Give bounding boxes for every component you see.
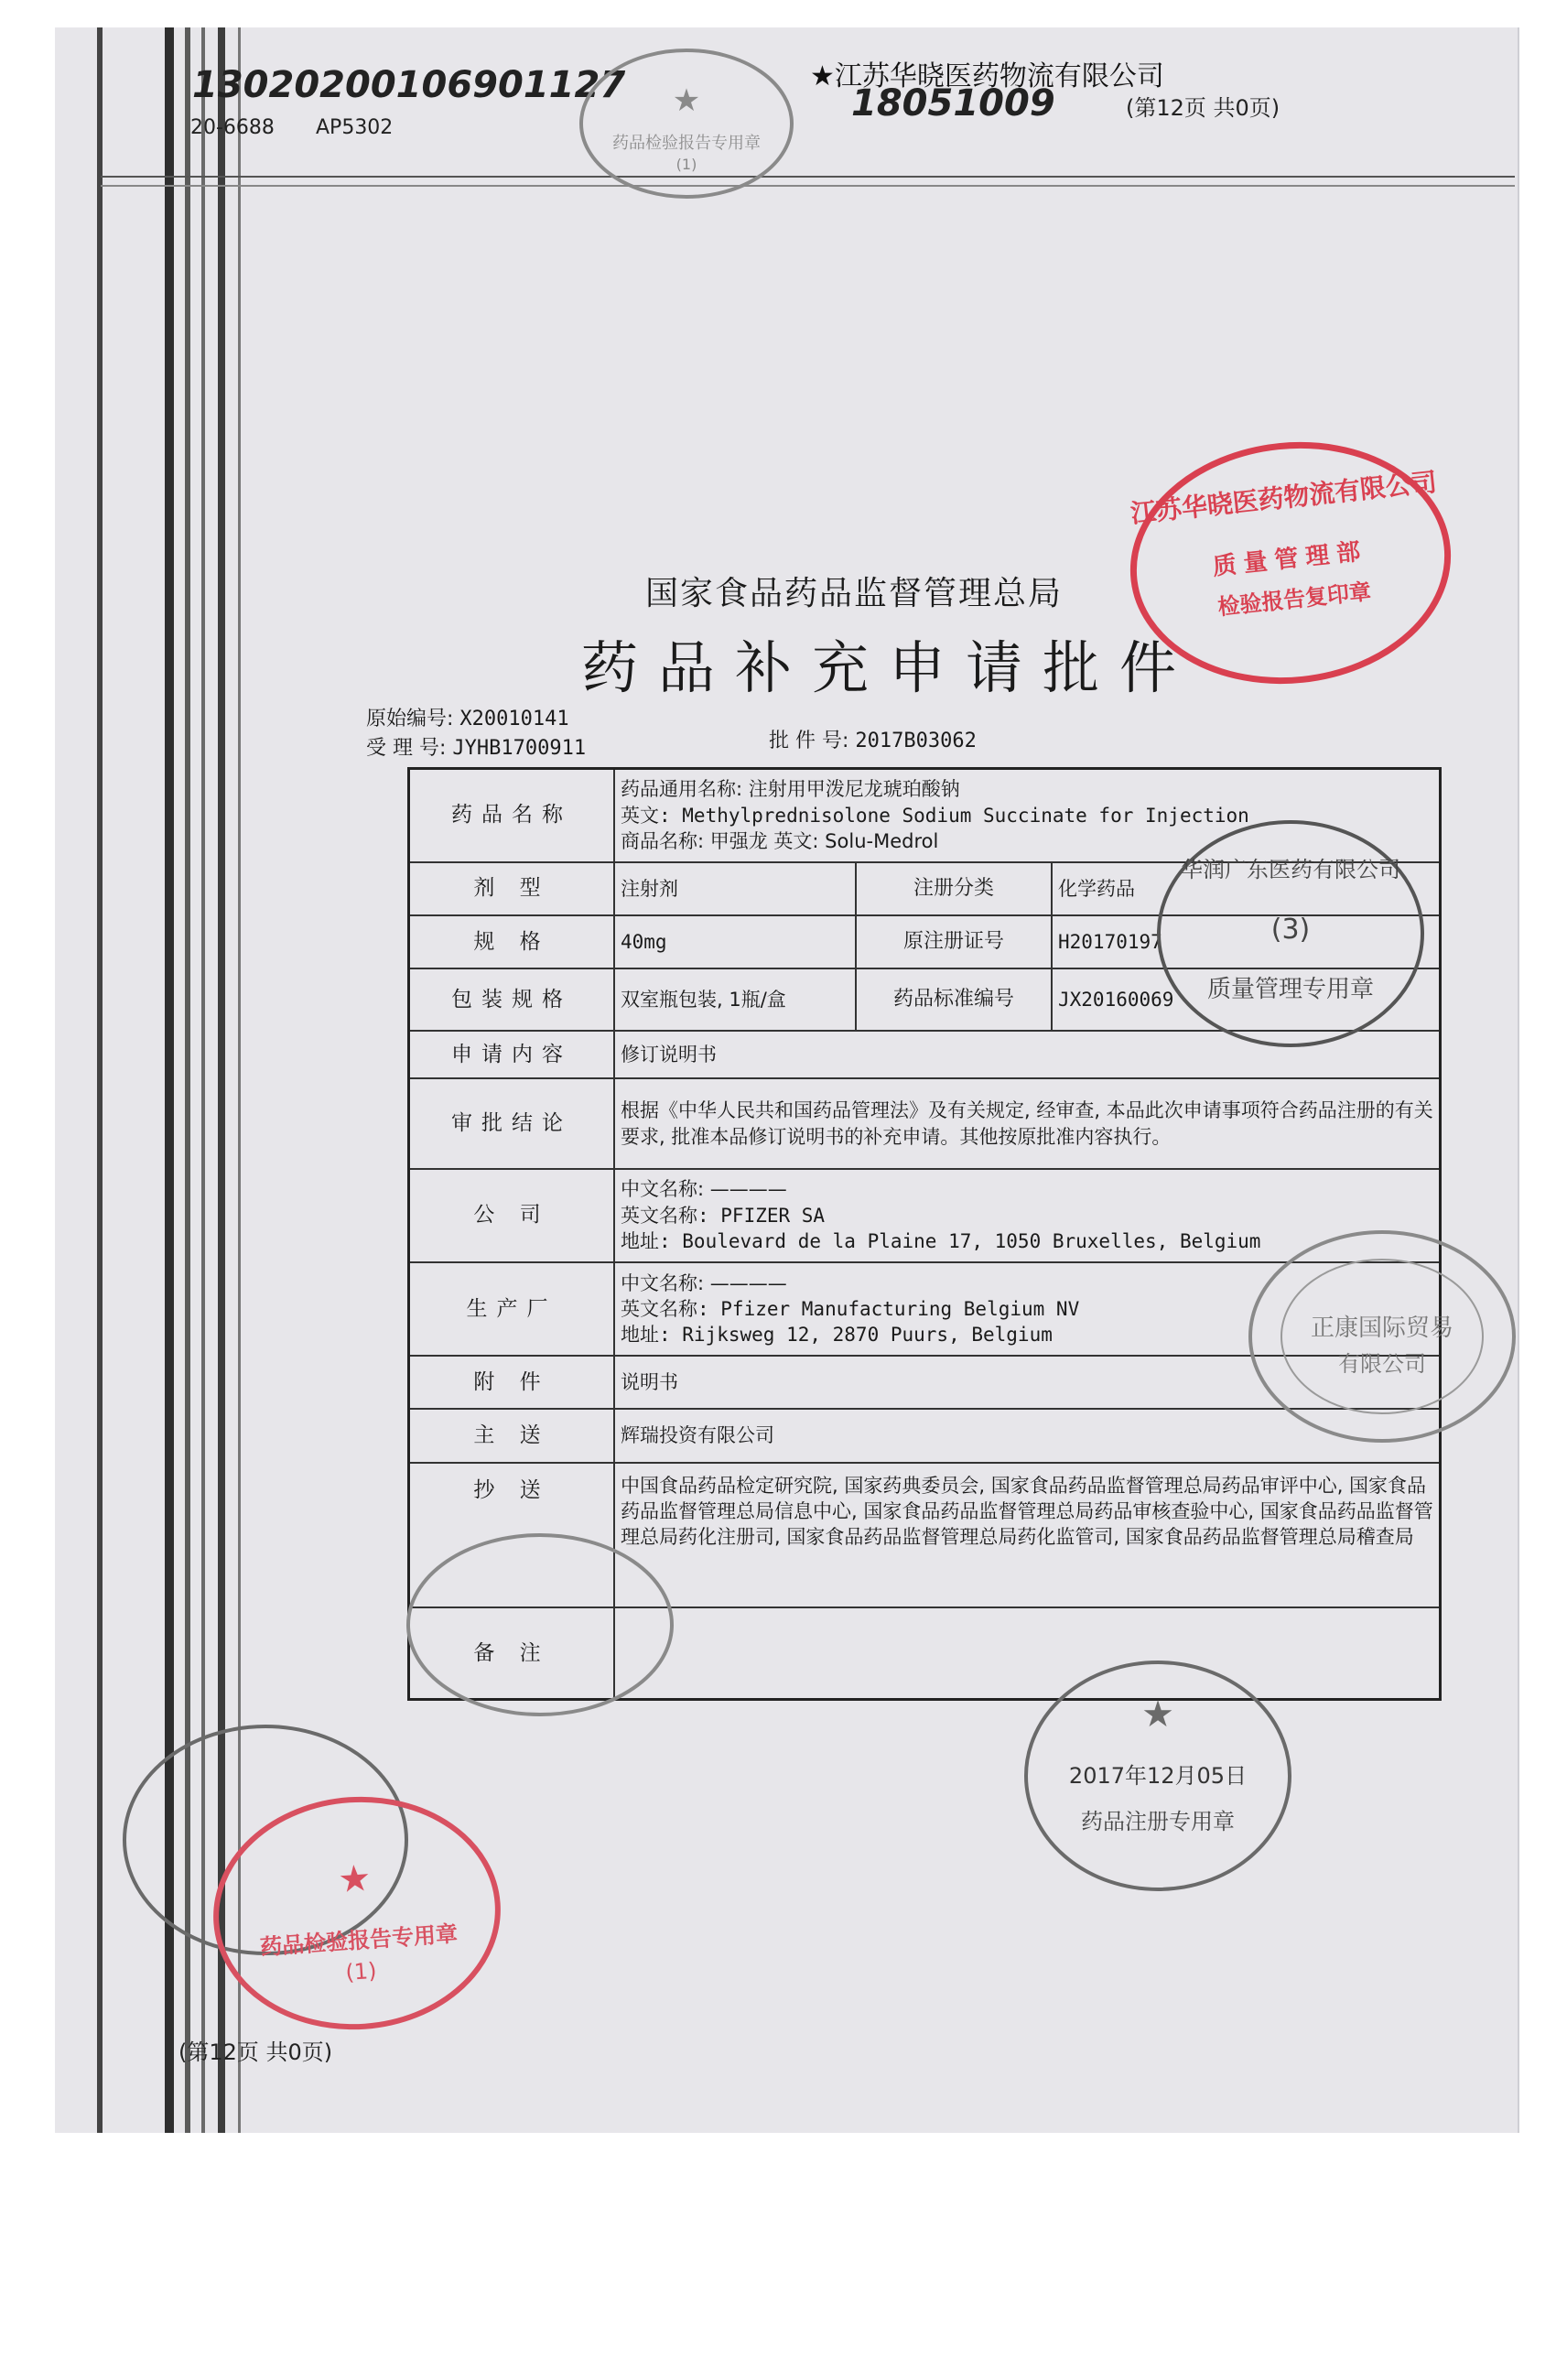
cell-value: 中国食品药品检定研究院, 国家药典委员会, 国家食品药品监督管理总局药品审评中心, 国家食品药品监督管理总局信息中心, 国家食品药品监督管理总局药品审核查验中心, 国家食品药品监督管理总局药化注册司, 国家食品药品监督管理总局药化监管司, 国家食品药品监督管理总局稽查局 [614,1463,1441,1607]
scanned-page [55,27,1519,2133]
cell-label: 抄 送 [409,1463,615,1607]
company-cn-name: 中文名称: ———— [621,1178,787,1201]
cell-label: 包装规格 [409,968,615,1031]
approval-number [769,725,977,753]
company-en-name: 英文名称: PFIZER SA [621,1204,826,1227]
cell-label: 公 司 [409,1169,615,1262]
cell-value: 根据《中华人民共和国药品管理法》及有关规定, 经审查, 本品此次申请事项符合药品注册的有关要求, 批准本品修订说明书的补充申请。其他按原批准内容执行。 [614,1078,1441,1168]
cell-label: 注册分类 [856,862,1052,915]
seal-line: 质量管理专用章 [1206,976,1374,1003]
drug-english-name: 英文: Methylprednisolone Sodium Succinate for Injection [621,804,1249,827]
table-row [409,1078,1441,1168]
gray-qc-seal [1153,815,1428,1053]
seal-text: 药品检验报告专用章 [612,134,761,153]
seal-line2: 检验报告复印章 [1216,579,1373,621]
seal-text: 药品注册专用章 [1081,1809,1235,1834]
approval-date: 2017年12月05日 [1068,1763,1248,1789]
approval-number-value: 2017B03062 [855,730,977,752]
scan-edge-bar [97,27,103,2133]
cell-label: 审批结论 [409,1078,615,1168]
red-qc-seal [1114,423,1467,703]
maker-address: 地址: Rijksweg 12, 2870 Puurs, Belgium [621,1324,1053,1347]
agency-name: 国家食品药品监督管理总局 [645,575,1064,612]
drug-trade-name: 商品名称: 甲强龙 英文: Solu-Medrol [621,830,939,853]
company-address: 地址: Boulevard de la Plaine 17, 1050 Bruxelles, Belgium [621,1230,1261,1253]
cell-value: 说明书 [614,1356,1441,1409]
seal-text: 药品检验报告专用章 [259,1920,459,1961]
seal-number: (1) [344,1957,378,1985]
cell-label: 原注册证号 [856,915,1052,968]
page-indicator-bottom: (第12页 共0页) [178,2039,333,2065]
code: AP5302 [316,116,394,139]
cell-label: 附 件 [409,1356,615,1409]
approval-number-label: 批 件 号: [769,730,849,752]
seal-company: 正康国际贸易 [1310,1314,1453,1342]
document-title: 药品补充申请批件 [581,634,1197,701]
acceptance-number [366,732,586,761]
seal-number: (1) [675,156,697,173]
seal-line: 有限公司 [1338,1351,1426,1377]
original-number-label: 原始编号: [366,708,454,730]
scan-line [101,176,1515,178]
cell-value: 注射剂 [614,862,856,915]
cell-value: 双室瓶包装, 1瓶/盒 [614,968,856,1031]
seal-company: 江苏华晓医药物流有限公司 [1129,466,1439,529]
batch-number: 18051009 [851,82,1055,124]
cell-label: 备 注 [409,1607,615,1699]
cell-label: 剂 型 [409,862,615,915]
acceptance-number-value: JYHB1700911 [452,737,587,760]
gray-seal-bottom [403,1529,677,1721]
gray-inspection-seal-top: ★ 药品检验报告专用章 (1) [577,46,796,201]
cell-value: 40mg [614,915,856,968]
acceptance-number-label: 受 理 号: [366,737,447,760]
tracking-number: 13020200106901127 [192,64,626,106]
red-inspection-seal: ★ 药品检验报告专用章 (1) [202,1784,511,2042]
scan-line [101,185,1515,187]
maker-cn-name: 中文名称: ———— [621,1271,787,1294]
cell-label: 规 格 [409,915,615,968]
cell-value: 修订说明书 [614,1031,1441,1078]
seal-company: 华润广东医药有限公司 [1181,857,1400,882]
cell-value: 辉瑞投资有限公司 [614,1409,1441,1462]
original-number [366,703,569,731]
seal-number: (3) [1270,914,1311,946]
maker-en-name: 英文名称: Pfizer Manufacturing Belgium NV [621,1297,1080,1320]
cell-label: 申请内容 [409,1031,615,1078]
cell-label: 主 送 [409,1409,615,1462]
company-name: ★江苏华晓医药物流有限公司 [810,60,1164,92]
seal-line1: 质量管理部 [1211,537,1369,581]
cell-value: JX20160069 [1052,968,1441,1031]
official-approval-seal: ★ 2017年12月05日 药品注册专用章 [1021,1657,1295,1895]
trade-company-seal [1245,1227,1519,1446]
cell-value: 化学药品 [1052,862,1441,915]
page-indicator-top: (第12页 共0页) [1126,95,1280,121]
cell-label: 生产厂 [409,1262,615,1356]
sub-number: 20-6688 [190,116,275,139]
cell-value: H20170197 [1052,915,1441,968]
cell-label: 药品名称 [409,769,615,862]
drug-generic-name: 药品通用名称: 注射用甲泼尼龙琥珀酸钠 [621,778,960,801]
cell-label: 药品标准编号 [856,968,1052,1031]
original-number-value: X20010141 [459,708,569,730]
